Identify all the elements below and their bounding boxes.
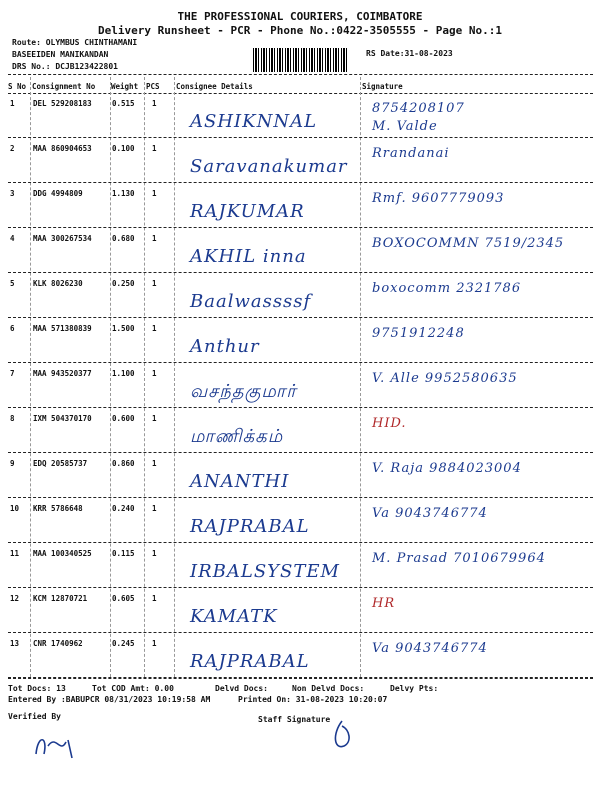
row-signature-handwritten: Va 9043746774 <box>372 641 488 656</box>
row-weight: 0.515 <box>112 99 135 108</box>
staff-name: BASEEIDEN MANIKANDAN <box>12 50 109 59</box>
row-sno: 6 <box>10 324 15 333</box>
row-sno: 10 <box>10 504 20 513</box>
row-sno: 12 <box>10 594 20 603</box>
row-pcs: 1 <box>152 639 157 648</box>
row-consignee-handwritten: Saravanakumar <box>190 156 348 177</box>
row-signature-handwritten: M. Prasad 7010679964 <box>372 551 546 566</box>
row-sno: 7 <box>10 369 15 378</box>
row-consignee-handwritten: IRBALSYSTEM <box>190 561 340 582</box>
row-pcs: 1 <box>152 99 157 108</box>
row-consignee-handwritten: RAJPRABAL <box>190 651 310 672</box>
row-signature-name: M. Valde <box>372 119 438 134</box>
row-weight: 1.130 <box>112 189 135 198</box>
column-header-signature: Signature <box>362 82 403 91</box>
verified-signature <box>26 724 86 764</box>
row-weight: 1.500 <box>112 324 135 333</box>
row-weight: 0.605 <box>112 594 135 603</box>
total-cod: Tot COD Amt: 0.00 <box>92 684 174 693</box>
company-title: THE PROFESSIONAL COURIERS, COIMBATORE <box>177 10 423 23</box>
entered-by: Entered By :BABUPCR 08/31/2023 10:19:58 AM <box>8 695 211 704</box>
printed-on: Printed On: 31-08-2023 10:20:07 <box>238 695 388 704</box>
row-consignment-no: DEL 529208183 <box>33 99 92 108</box>
row-sno: 4 <box>10 234 15 243</box>
row-weight: 0.860 <box>112 459 135 468</box>
row-weight: 0.680 <box>112 234 135 243</box>
row-consignee-handwritten: மாணிக்கம் <box>190 426 284 447</box>
row-signature-handwritten: Va 9043746774 <box>372 506 488 521</box>
row-weight: 0.100 <box>112 144 135 153</box>
delivered-docs: Delvd Docs: <box>215 684 268 693</box>
drs-number: DRS No.: DCJB123422801 <box>12 62 118 71</box>
row-pcs: 1 <box>152 594 157 603</box>
row-signature-handwritten: HR <box>372 596 396 611</box>
row-weight: 0.250 <box>112 279 135 288</box>
row-signature-handwritten: V. Alle 9952580635 <box>372 371 518 386</box>
row-consignee-handwritten: RAJKUMAR <box>190 201 305 222</box>
row-consignment-no: MAA 100340525 <box>33 549 92 558</box>
row-consignment-no: KLK 8026230 <box>33 279 83 288</box>
row-weight: 0.245 <box>112 639 135 648</box>
row-signature-handwritten: boxocomm 2321786 <box>372 281 522 296</box>
column-header-consignment: Consignment No <box>32 82 96 91</box>
runsheet-subtitle: Delivery Runsheet - PCR - Phone No.:0422-3505555 - Page No.:1 <box>98 24 502 37</box>
row-pcs: 1 <box>152 279 157 288</box>
barcode <box>253 48 349 72</box>
row-consignment-no: DDG 4994809 <box>33 189 83 198</box>
row-consignee-handwritten: RAJPRABAL <box>190 516 310 537</box>
total-docs: Tot Docs: 13 <box>8 684 66 693</box>
row-signature-handwritten: Rrandanai <box>372 146 450 161</box>
row-sno: 8 <box>10 414 15 423</box>
row-weight: 1.100 <box>112 369 135 378</box>
row-consignment-no: KCM 12870721 <box>33 594 88 603</box>
row-pcs: 1 <box>152 324 157 333</box>
row-sno: 13 <box>10 639 20 648</box>
rs-date: RS Date:31-08-2023 <box>366 49 453 58</box>
non-delivered-docs: Non Delvd Docs: <box>292 684 365 693</box>
verified-by-label: Verified By <box>8 712 61 721</box>
row-weight: 0.115 <box>112 549 135 558</box>
row-consignee-handwritten: வசந்தகுமார் <box>190 381 297 402</box>
row-signature-handwritten: HID. <box>372 416 407 431</box>
row-pcs: 1 <box>152 234 157 243</box>
row-pcs: 1 <box>152 189 157 198</box>
column-header-consignee: Consignee Details <box>176 82 253 91</box>
row-consignee-handwritten: KAMATK <box>190 606 278 627</box>
row-consignee-handwritten: AKHIL inna <box>190 246 307 267</box>
route-label: Route: OLYMBUS CHINTHAMANI <box>12 38 138 47</box>
row-consignment-no: MAA 300267534 <box>33 234 92 243</box>
row-consignment-no: KRR 5786648 <box>33 504 83 513</box>
row-signature-handwritten: Rmf. 9607779093 <box>372 191 505 206</box>
row-sno: 5 <box>10 279 15 288</box>
row-pcs: 1 <box>152 549 157 558</box>
row-consignment-no: EDQ 20585737 <box>33 459 88 468</box>
row-consignee-handwritten: Baalwassssf <box>190 291 312 312</box>
row-sno: 3 <box>10 189 15 198</box>
row-consignment-no: MAA 860904653 <box>33 144 92 153</box>
column-header-pcs: PCS <box>146 82 160 91</box>
staff-signature <box>330 716 360 756</box>
row-signature-handwritten: 9751912248 <box>372 326 465 341</box>
row-signature-handwritten: BOXOCOMMN 7519/2345 <box>372 236 565 251</box>
row-consignee-handwritten: ASHIKNNAL <box>190 111 318 132</box>
row-sno: 9 <box>10 459 15 468</box>
staff-signature-label: Staff Signature <box>258 715 331 724</box>
row-pcs: 1 <box>152 369 157 378</box>
row-weight: 0.600 <box>112 414 135 423</box>
row-pcs: 1 <box>152 414 157 423</box>
delivery-points: Delvy Pts: <box>390 684 439 693</box>
row-consignment-no: CNR 1740962 <box>33 639 83 648</box>
row-consignment-no: MAA 571380839 <box>33 324 92 333</box>
row-pcs: 1 <box>152 144 157 153</box>
row-pcs: 1 <box>152 459 157 468</box>
column-header-sno: S No <box>8 82 27 91</box>
row-consignee-handwritten: Anthur <box>190 336 260 357</box>
row-consignee-handwritten: ANANTHI <box>190 471 290 492</box>
row-signature-handwritten: 8754208107 <box>372 101 465 116</box>
row-sno: 2 <box>10 144 15 153</box>
column-header-weight: Weight <box>111 82 139 91</box>
row-signature-handwritten: V. Raja 9884023004 <box>372 461 522 476</box>
row-pcs: 1 <box>152 504 157 513</box>
row-consignment-no: IXM 504370170 <box>33 414 92 423</box>
row-consignment-no: MAA 943520377 <box>33 369 92 378</box>
row-weight: 0.240 <box>112 504 135 513</box>
row-sno: 1 <box>10 99 15 108</box>
row-sno: 11 <box>10 549 20 558</box>
